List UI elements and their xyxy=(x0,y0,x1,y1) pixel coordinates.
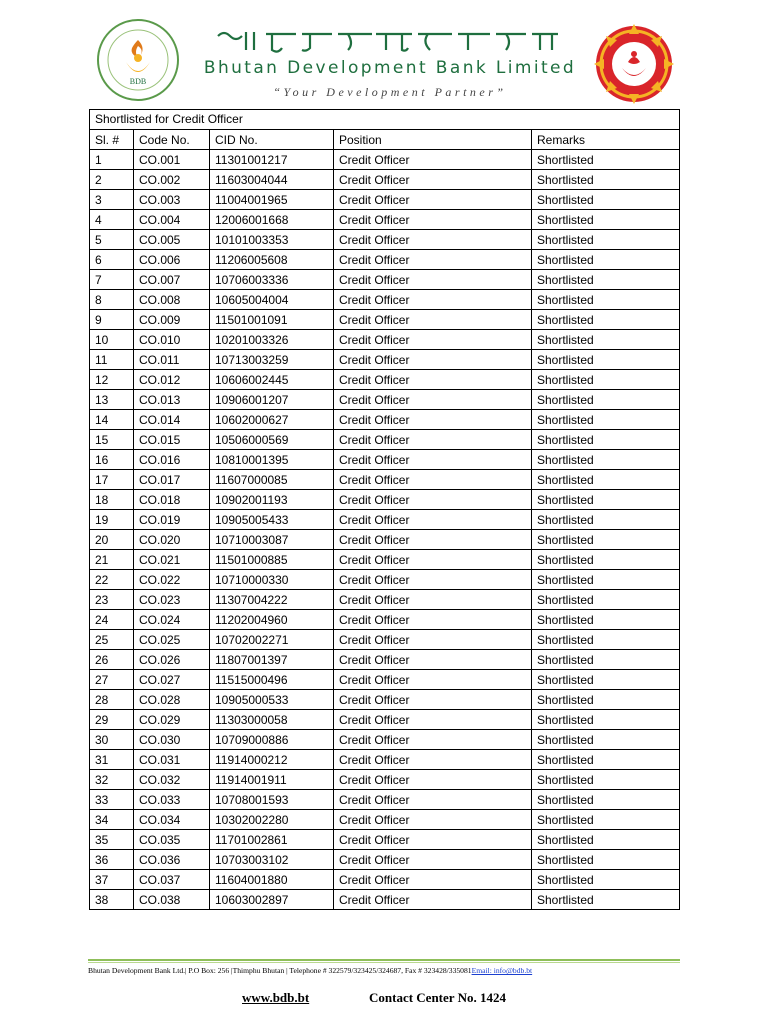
cell-position: Credit Officer xyxy=(334,570,532,590)
cell-sl: 22 xyxy=(90,570,134,590)
cell-position: Credit Officer xyxy=(334,850,532,870)
cell-remarks: Shortlisted xyxy=(532,230,680,250)
cell-sl: 14 xyxy=(90,410,134,430)
cell-cid: 10709000886 xyxy=(210,730,334,750)
cell-code: CO.024 xyxy=(134,610,210,630)
cell-sl: 7 xyxy=(90,270,134,290)
cell-remarks: Shortlisted xyxy=(532,570,680,590)
cell-remarks: Shortlisted xyxy=(532,690,680,710)
cell-cid: 11515000496 xyxy=(210,670,334,690)
cell-sl: 35 xyxy=(90,830,134,850)
cell-remarks: Shortlisted xyxy=(532,310,680,330)
cell-position: Credit Officer xyxy=(334,810,532,830)
cell-code: CO.036 xyxy=(134,850,210,870)
cell-sl: 3 xyxy=(90,190,134,210)
cell-cid: 10201003326 xyxy=(210,330,334,350)
table-row xyxy=(90,550,680,570)
cell-cid: 10905005433 xyxy=(210,510,334,530)
cell-code: CO.026 xyxy=(134,650,210,670)
table-row xyxy=(90,710,680,730)
cell-code: CO.027 xyxy=(134,670,210,690)
cell-sl: 5 xyxy=(90,230,134,250)
cell-code: CO.021 xyxy=(134,550,210,570)
cell-cid: 11701002861 xyxy=(210,830,334,850)
column-header-cid: CID No. xyxy=(210,130,334,150)
cell-position: Credit Officer xyxy=(334,650,532,670)
cell-code: CO.003 xyxy=(134,190,210,210)
cell-remarks: Shortlisted xyxy=(532,670,680,690)
cell-position: Credit Officer xyxy=(334,610,532,630)
cell-code: CO.037 xyxy=(134,870,210,890)
cell-position: Credit Officer xyxy=(334,710,532,730)
cell-sl: 24 xyxy=(90,610,134,630)
table-row xyxy=(90,310,680,330)
cell-cid: 11303000058 xyxy=(210,710,334,730)
cell-position: Credit Officer xyxy=(334,830,532,850)
table-row xyxy=(90,890,680,910)
footer-address-text: Bhutan Development Bank Ltd.| P.O Box: 256 |Thimphu Bhutan | Telephone # 322579/323425/324687, Fax # 323428/335081 xyxy=(88,966,472,975)
cell-sl: 31 xyxy=(90,750,134,770)
cell-cid: 11501000885 xyxy=(210,550,334,570)
column-header-code: Code No. xyxy=(134,130,210,150)
table-body xyxy=(90,150,680,910)
cell-code: CO.022 xyxy=(134,570,210,590)
table-row xyxy=(90,510,680,530)
table-row xyxy=(90,450,680,470)
cell-remarks: Shortlisted xyxy=(532,170,680,190)
cell-position: Credit Officer xyxy=(334,630,532,650)
cell-remarks: Shortlisted xyxy=(532,290,680,310)
cell-cid: 10302002280 xyxy=(210,810,334,830)
footer-divider xyxy=(88,959,680,961)
cell-code: CO.031 xyxy=(134,750,210,770)
cell-sl: 18 xyxy=(90,490,134,510)
cell-cid: 10703003102 xyxy=(210,850,334,870)
cell-sl: 30 xyxy=(90,730,134,750)
table-row xyxy=(90,330,680,350)
cell-sl: 21 xyxy=(90,550,134,570)
cell-code: CO.029 xyxy=(134,710,210,730)
cell-position: Credit Officer xyxy=(334,670,532,690)
cell-code: CO.012 xyxy=(134,370,210,390)
cell-position: Credit Officer xyxy=(334,430,532,450)
cell-position: Credit Officer xyxy=(334,770,532,790)
cell-code: CO.028 xyxy=(134,690,210,710)
cell-position: Credit Officer xyxy=(334,450,532,470)
cell-cid: 11206005608 xyxy=(210,250,334,270)
table-row xyxy=(90,490,680,510)
cell-remarks: Shortlisted xyxy=(532,830,680,850)
cell-code: CO.023 xyxy=(134,590,210,610)
cell-sl: 16 xyxy=(90,450,134,470)
cell-cid: 11301001217 xyxy=(210,150,334,170)
cell-remarks: Shortlisted xyxy=(532,390,680,410)
cell-code: CO.034 xyxy=(134,810,210,830)
cell-remarks: Shortlisted xyxy=(532,270,680,290)
cell-position: Credit Officer xyxy=(334,150,532,170)
table-row xyxy=(90,470,680,490)
cell-cid: 11004001965 xyxy=(210,190,334,210)
cell-remarks: Shortlisted xyxy=(532,490,680,510)
cell-position: Credit Officer xyxy=(334,350,532,370)
table-row xyxy=(90,850,680,870)
cell-sl: 13 xyxy=(90,390,134,410)
table-row xyxy=(90,370,680,390)
cell-position: Credit Officer xyxy=(334,890,532,910)
cell-sl: 11 xyxy=(90,350,134,370)
table-row xyxy=(90,690,680,710)
cell-cid: 11501001091 xyxy=(210,310,334,330)
table-row xyxy=(90,830,680,850)
table-row xyxy=(90,250,680,270)
cell-sl: 36 xyxy=(90,850,134,870)
cell-cid: 10706003336 xyxy=(210,270,334,290)
table-row xyxy=(90,750,680,770)
cell-position: Credit Officer xyxy=(334,190,532,210)
cell-remarks: Shortlisted xyxy=(532,610,680,630)
cell-sl: 37 xyxy=(90,870,134,890)
cell-code: CO.009 xyxy=(134,310,210,330)
cell-position: Credit Officer xyxy=(334,410,532,430)
column-header-sl: Sl. # xyxy=(90,130,134,150)
cell-remarks: Shortlisted xyxy=(532,430,680,450)
dzongkha-title-lettering-icon xyxy=(206,26,566,56)
cell-remarks: Shortlisted xyxy=(532,870,680,890)
cell-code: CO.001 xyxy=(134,150,210,170)
cell-position: Credit Officer xyxy=(334,490,532,510)
cell-remarks: Shortlisted xyxy=(532,790,680,810)
cell-code: CO.038 xyxy=(134,890,210,910)
cell-remarks: Shortlisted xyxy=(532,630,680,650)
tagline: “Your Development Partner” xyxy=(273,85,507,99)
cell-position: Credit Officer xyxy=(334,390,532,410)
contact-center: Contact Center No. 1424 xyxy=(369,990,506,1005)
shortlist-table xyxy=(89,109,680,910)
cell-remarks: Shortlisted xyxy=(532,890,680,910)
cell-position: Credit Officer xyxy=(334,270,532,290)
cell-remarks: Shortlisted xyxy=(532,350,680,370)
cell-cid: 10906001207 xyxy=(210,390,334,410)
cell-position: Credit Officer xyxy=(334,310,532,330)
table-row xyxy=(90,870,680,890)
cell-cid: 10710003087 xyxy=(210,530,334,550)
cell-position: Credit Officer xyxy=(334,210,532,230)
table-row xyxy=(90,170,680,190)
cell-cid: 11202004960 xyxy=(210,610,334,630)
cell-remarks: Shortlisted xyxy=(532,150,680,170)
cell-code: CO.007 xyxy=(134,270,210,290)
cell-sl: 32 xyxy=(90,770,134,790)
cell-remarks: Shortlisted xyxy=(532,710,680,730)
column-header-remarks: Remarks xyxy=(532,130,680,150)
cell-sl: 15 xyxy=(90,430,134,450)
cell-code: CO.005 xyxy=(134,230,210,250)
cell-position: Credit Officer xyxy=(334,170,532,190)
cell-position: Credit Officer xyxy=(334,250,532,270)
cell-sl: 28 xyxy=(90,690,134,710)
cell-cid: 10602000627 xyxy=(210,410,334,430)
table-row xyxy=(90,530,680,550)
cell-cid: 10902001193 xyxy=(210,490,334,510)
column-header-position: Position xyxy=(334,130,532,150)
cell-code: CO.006 xyxy=(134,250,210,270)
website-link[interactable]: www.bdb.bt xyxy=(242,990,310,1005)
cell-sl: 9 xyxy=(90,310,134,330)
cell-code: CO.020 xyxy=(134,530,210,550)
cell-code: CO.032 xyxy=(134,770,210,790)
footer-email-link[interactable]: Email: info@bdb.bt xyxy=(471,966,533,975)
cell-code: CO.011 xyxy=(134,350,210,370)
cell-position: Credit Officer xyxy=(334,790,532,810)
cell-sl: 4 xyxy=(90,210,134,230)
table-row xyxy=(90,270,680,290)
table-row xyxy=(90,730,680,750)
footer-divider-thin xyxy=(88,962,680,963)
cell-code: CO.015 xyxy=(134,430,210,450)
cell-sl: 2 xyxy=(90,170,134,190)
table-row xyxy=(90,670,680,690)
cell-code: CO.014 xyxy=(134,410,210,430)
table-row xyxy=(90,610,680,630)
cell-position: Credit Officer xyxy=(334,330,532,350)
cell-position: Credit Officer xyxy=(334,690,532,710)
svg-text:BDB: BDB xyxy=(129,77,147,86)
cell-position: Credit Officer xyxy=(334,370,532,390)
cell-remarks: Shortlisted xyxy=(532,590,680,610)
cell-sl: 17 xyxy=(90,470,134,490)
cell-cid: 11914001911 xyxy=(210,770,334,790)
cell-code: CO.019 xyxy=(134,510,210,530)
cell-remarks: Shortlisted xyxy=(532,250,680,270)
table-caption: Shortlisted for Credit Officer xyxy=(89,109,680,129)
cell-sl: 19 xyxy=(90,510,134,530)
cell-remarks: Shortlisted xyxy=(532,370,680,390)
cell-position: Credit Officer xyxy=(334,870,532,890)
cell-remarks: Shortlisted xyxy=(532,850,680,870)
cell-sl: 6 xyxy=(90,250,134,270)
cell-cid: 10905000533 xyxy=(210,690,334,710)
cell-code: CO.008 xyxy=(134,290,210,310)
cell-remarks: Shortlisted xyxy=(532,450,680,470)
cell-remarks: Shortlisted xyxy=(532,530,680,550)
cell-sl: 29 xyxy=(90,710,134,730)
cell-cid: 10710000330 xyxy=(210,570,334,590)
cell-code: CO.025 xyxy=(134,630,210,650)
cell-position: Credit Officer xyxy=(334,230,532,250)
table-row xyxy=(90,150,680,170)
table-row xyxy=(90,190,680,210)
table-row xyxy=(90,210,680,230)
cell-cid: 10101003353 xyxy=(210,230,334,250)
cell-cid: 11807001397 xyxy=(210,650,334,670)
dzongkha-title xyxy=(206,26,566,56)
cell-sl: 25 xyxy=(90,630,134,650)
table-row xyxy=(90,790,680,810)
table-row xyxy=(90,770,680,790)
footer-address xyxy=(88,966,688,975)
table-row xyxy=(90,810,680,830)
cell-sl: 1 xyxy=(90,150,134,170)
cell-cid: 11307004222 xyxy=(210,590,334,610)
cell-sl: 23 xyxy=(90,590,134,610)
cell-remarks: Shortlisted xyxy=(532,330,680,350)
cell-code: CO.016 xyxy=(134,450,210,470)
cell-code: CO.010 xyxy=(134,330,210,350)
table-row xyxy=(90,570,680,590)
cell-sl: 38 xyxy=(90,890,134,910)
cell-code: CO.002 xyxy=(134,170,210,190)
cell-remarks: Shortlisted xyxy=(532,190,680,210)
table-row xyxy=(90,630,680,650)
table-row xyxy=(90,230,680,250)
cell-cid: 12006001668 xyxy=(210,210,334,230)
cell-position: Credit Officer xyxy=(334,590,532,610)
cell-position: Credit Officer xyxy=(334,510,532,530)
cell-remarks: Shortlisted xyxy=(532,810,680,830)
table-row xyxy=(90,430,680,450)
cell-code: CO.035 xyxy=(134,830,210,850)
cell-position: Credit Officer xyxy=(334,530,532,550)
cell-sl: 33 xyxy=(90,790,134,810)
cell-code: CO.017 xyxy=(134,470,210,490)
cell-remarks: Shortlisted xyxy=(532,210,680,230)
cell-cid: 11603004044 xyxy=(210,170,334,190)
cell-sl: 8 xyxy=(90,290,134,310)
cell-remarks: Shortlisted xyxy=(532,410,680,430)
cell-cid: 10606002445 xyxy=(210,370,334,390)
cell-cid: 11914000212 xyxy=(210,750,334,770)
cell-remarks: Shortlisted xyxy=(532,550,680,570)
cell-remarks: Shortlisted xyxy=(532,510,680,530)
cell-cid: 10605004004 xyxy=(210,290,334,310)
cell-position: Credit Officer xyxy=(334,730,532,750)
cell-position: Credit Officer xyxy=(334,290,532,310)
cell-sl: 12 xyxy=(90,370,134,390)
cell-position: Credit Officer xyxy=(334,470,532,490)
letterhead xyxy=(0,0,768,108)
cell-cid: 10702002271 xyxy=(210,630,334,650)
table-row xyxy=(90,290,680,310)
table-row xyxy=(90,390,680,410)
cell-cid: 10713003259 xyxy=(210,350,334,370)
cell-sl: 26 xyxy=(90,650,134,670)
cell-cid: 10603002897 xyxy=(210,890,334,910)
cell-code: CO.030 xyxy=(134,730,210,750)
cell-remarks: Shortlisted xyxy=(532,770,680,790)
table-row xyxy=(90,650,680,670)
bdb-logo-icon xyxy=(96,18,180,102)
cell-cid: 11604001880 xyxy=(210,870,334,890)
table-row xyxy=(90,350,680,370)
cell-position: Credit Officer xyxy=(334,750,532,770)
cell-cid: 10708001593 xyxy=(210,790,334,810)
cell-sl: 34 xyxy=(90,810,134,830)
table-row xyxy=(90,590,680,610)
bank-name: Bhutan Development Bank Limited xyxy=(203,58,577,78)
cell-cid: 10506000569 xyxy=(210,430,334,450)
dharma-wheel-emblem-icon xyxy=(592,22,676,106)
cell-remarks: Shortlisted xyxy=(532,730,680,750)
table-header-row xyxy=(90,130,680,150)
table-row xyxy=(90,410,680,430)
cell-remarks: Shortlisted xyxy=(532,650,680,670)
cell-code: CO.018 xyxy=(134,490,210,510)
cell-cid: 11607000085 xyxy=(210,470,334,490)
cell-sl: 27 xyxy=(90,670,134,690)
cell-remarks: Shortlisted xyxy=(532,470,680,490)
cell-sl: 10 xyxy=(90,330,134,350)
cell-code: CO.033 xyxy=(134,790,210,810)
cell-sl: 20 xyxy=(90,530,134,550)
cell-position: Credit Officer xyxy=(334,550,532,570)
cell-code: CO.004 xyxy=(134,210,210,230)
cell-cid: 10810001395 xyxy=(210,450,334,470)
cell-remarks: Shortlisted xyxy=(532,750,680,770)
cell-code: CO.013 xyxy=(134,390,210,410)
